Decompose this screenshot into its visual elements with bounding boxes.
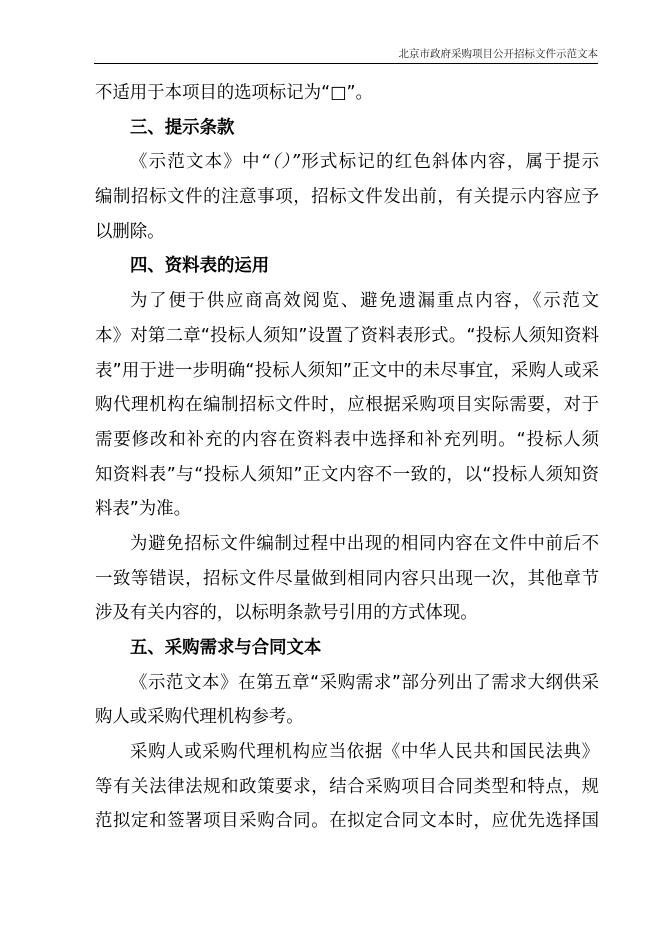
section-heading-4: 四、资料表的运用 <box>130 256 270 277</box>
paragraph-line: 以删除。 <box>95 221 165 242</box>
paragraph-line: 需要修改和补充的内容在资料表中选择和补充列明。“投标人须 <box>95 429 599 450</box>
italic-mark: “（）” <box>260 152 301 173</box>
paragraph-line: 涉及有关内容的，以标明条款号引用的方式体现。 <box>95 603 478 624</box>
paragraph-line <box>95 145 599 180</box>
paragraph-line: 料表”为准。 <box>95 499 191 520</box>
paragraph-line: 为避免招标文件编制过程中出现的相同内容在文件中前后不 <box>130 533 599 554</box>
document-body <box>95 76 599 839</box>
paragraph-line: 表”用于进一步明确“投标人须知”正文中的未尽事宜，采购人或采 <box>95 360 599 381</box>
paragraph-line: 等有关法律法规和政策要求，结合采购项目合同类型和特点，规 <box>95 776 599 797</box>
paragraph-line: 购代理机构在编制招标文件时，应根据采购项目实际需要，对于 <box>95 395 599 416</box>
paragraph-line: 《示范文本》在第五章“采购需求”部分列出了需求大纲供采 <box>130 672 599 693</box>
paragraph-line: 知资料表”与“投标人须知”正文内容不一致的，以“投标人须知资 <box>95 464 599 485</box>
section-heading-3: 三、提示条款 <box>130 117 235 138</box>
header-rule <box>94 63 598 64</box>
running-header: 北京市政府采购项目公开招标文件示范文本 <box>398 48 598 60</box>
text-fragment: 形式标记的红色斜体内容，属于提示 <box>300 152 599 173</box>
paragraph-line: 范拟定和签署项目采购合同。在拟定合同文本时，应优先选择国 <box>95 811 599 832</box>
paragraph-line: 不适用于本项目的选项标记为“□”。 <box>95 83 373 103</box>
paragraph-line: 采购人或采购代理机构应当依据《中华人民共和国民法典》 <box>130 742 599 763</box>
paragraph-line: 购人或采购代理机构参考。 <box>95 707 304 728</box>
section-heading-5: 五、采购需求与合同文本 <box>130 638 322 658</box>
paragraph-line: 编制招标文件的注意事项，招标文件发出前，有关提示内容应予 <box>95 187 599 208</box>
paragraph-line: 本》对第二章“投标人须知”设置了资料表形式。“投标人须知资料 <box>95 325 599 346</box>
paragraph-line: 为了便于供应商高效阅览、避免遗漏重点内容，《示范文 <box>130 291 599 312</box>
text-fragment: 《示范文本》中 <box>130 152 261 173</box>
paragraph-line: 一致等错误，招标文件尽量做到相同内容只出现一次，其他章节 <box>95 568 599 589</box>
